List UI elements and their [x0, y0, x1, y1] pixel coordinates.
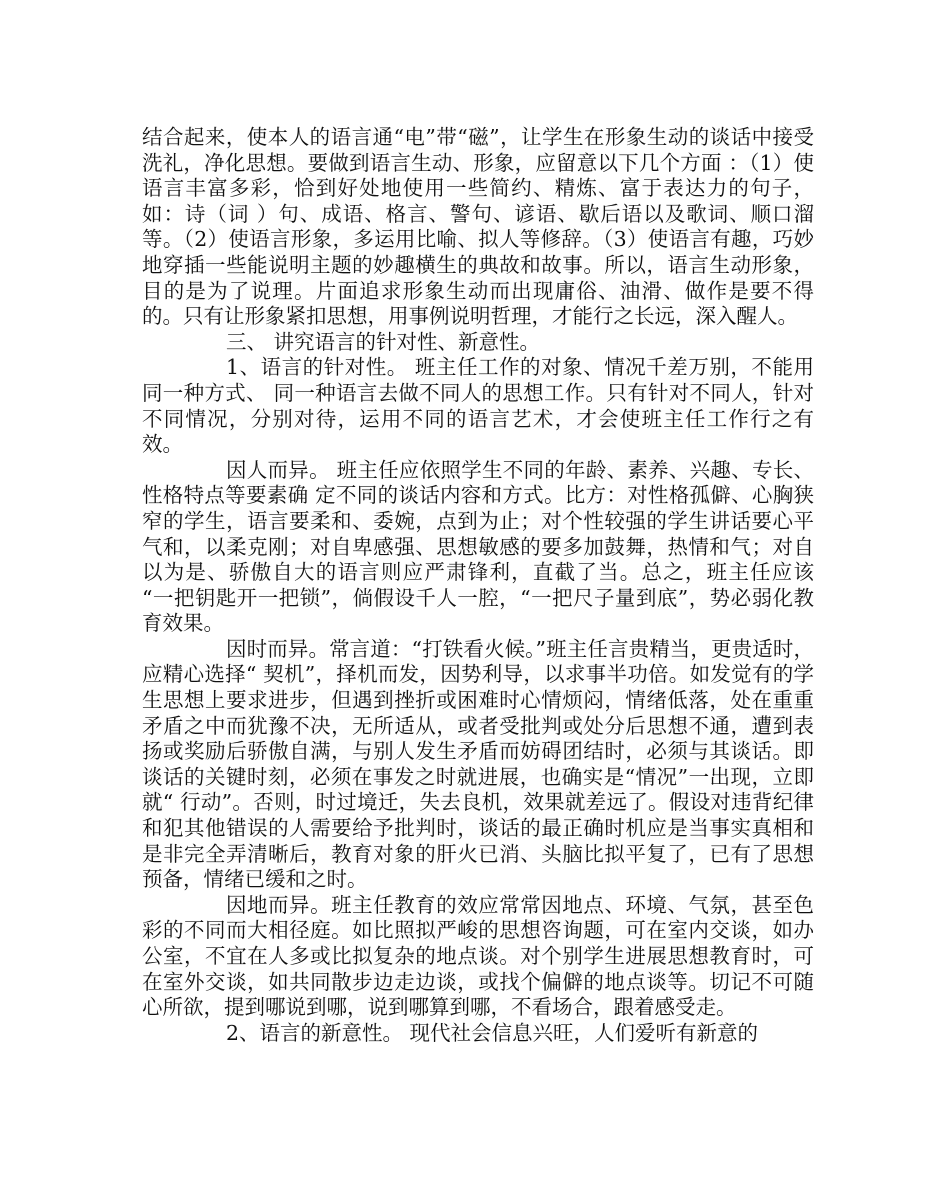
paragraph-novelty: 2、语言的新意性。 现代社会信息兴旺，人们爱听有新意的 [226, 1020, 759, 1045]
paragraph-by-person: 因人而异。 班主任应依照学生不同的年龄、素养、兴趣、专长、性格特点等要素确 定不同的谈话内容和方式。比方：对性格孤僻、心胸狭窄的学生，语言要柔和、委婉，点到为止；对个性较强的学生讲话要心平气和，以柔克刚；对自卑感强、思想敏感的要多加鼓舞，热情和气；对自以为是、骄傲自大的语言则应严肃锋利，直截了当。总之，班主任应该 “一把钥匙开一把锁”，倘假设千人一腔，“一把尺子量到底”，势必弱化教育效果。 [142, 457, 814, 636]
paragraph-by-place: 因地而异。班主任教育的效应常常因地点、环境、气氛，甚至色彩的不同而大相径庭。如比照拟严峻的思想咨询题，可在室内交谈，如办公室，不宜在人多或比拟复杂的地点谈。对个别学生进展思想教育时，可在室外交谈，如共同散步边走边谈，或找个偏僻的地点谈等。切记不可随心所欲，提到哪说到哪，说到哪算到哪，不看场合，跟着感受走。 [142, 892, 814, 1020]
section-heading: 三、 讲究语言的针对性、新意性。 [226, 329, 541, 354]
paragraph-targeting: 1、语言的针对性。 班主任工作的对象、情况千差万别，不能用同一种方式、 同一种语言去做不同人的思想工作。只有针对不同人，针对不同情况，分别对待，运用不同的语言艺术，才会使班主任工作行之有效。 [142, 355, 814, 457]
body-text [142, 125, 814, 1046]
paragraph-continuation: 结合起来，使本人的语言通“电”带“磁”，让学生在形象生动的谈话中接受洗礼，净化思想。要做到语言生动、形象，应留意以下几个方面 ：（1）使语言丰富多彩，恰到好处地使用一些简约、精炼、富于表达力的句子，如：诗（词 ）句、成语、格言、警句、谚语、歇后语以及歌词、顺口溜等。（2）使语言形象，多运用比喻、拟人等修辞。（3）使语言有趣，巧妙地穿插一些能说明主题的妙趣横生的典故和故事。所以，语言生动形象，目的是为了说理。片面追求形象生动而出现庸俗、油滑、做作是要不得的。只有让形象紧扣思想，用事例说明哲理，才能行之长远，深入醒人。 [142, 125, 814, 329]
paragraph-by-time: 因时而异。常言道：“打铁看火候。”班主任言贵精当，更贵适时，应精心选择“ 契机”，择机而发，因势利导，以求事半功倍。如发觉有的学生思想上要求进步，但遇到挫折或困难时心情烦闷，情绪低落，处在重重矛盾之中而犹豫不决，无所适从，或者受批判或处分后思想不通，遭到表扬或奖励后骄傲自满，与别人发生矛盾而妨碍团结时，必须与其谈话。即谈话的关键时刻，必须在事发之时就进展，也确实是“情况”一出现，立即就“ 行动”。否则，时过境迁，失去良机，效果就差远了。假设对违背纪律和犯其他错误的人需要给予批判时，谈话的最正确时机应是当事实真相和是非完全弄清晰后，教育对象的肝火已消、头脑比拟平复了，已有了思想预备，情绪已缓和之时。 [142, 636, 814, 892]
